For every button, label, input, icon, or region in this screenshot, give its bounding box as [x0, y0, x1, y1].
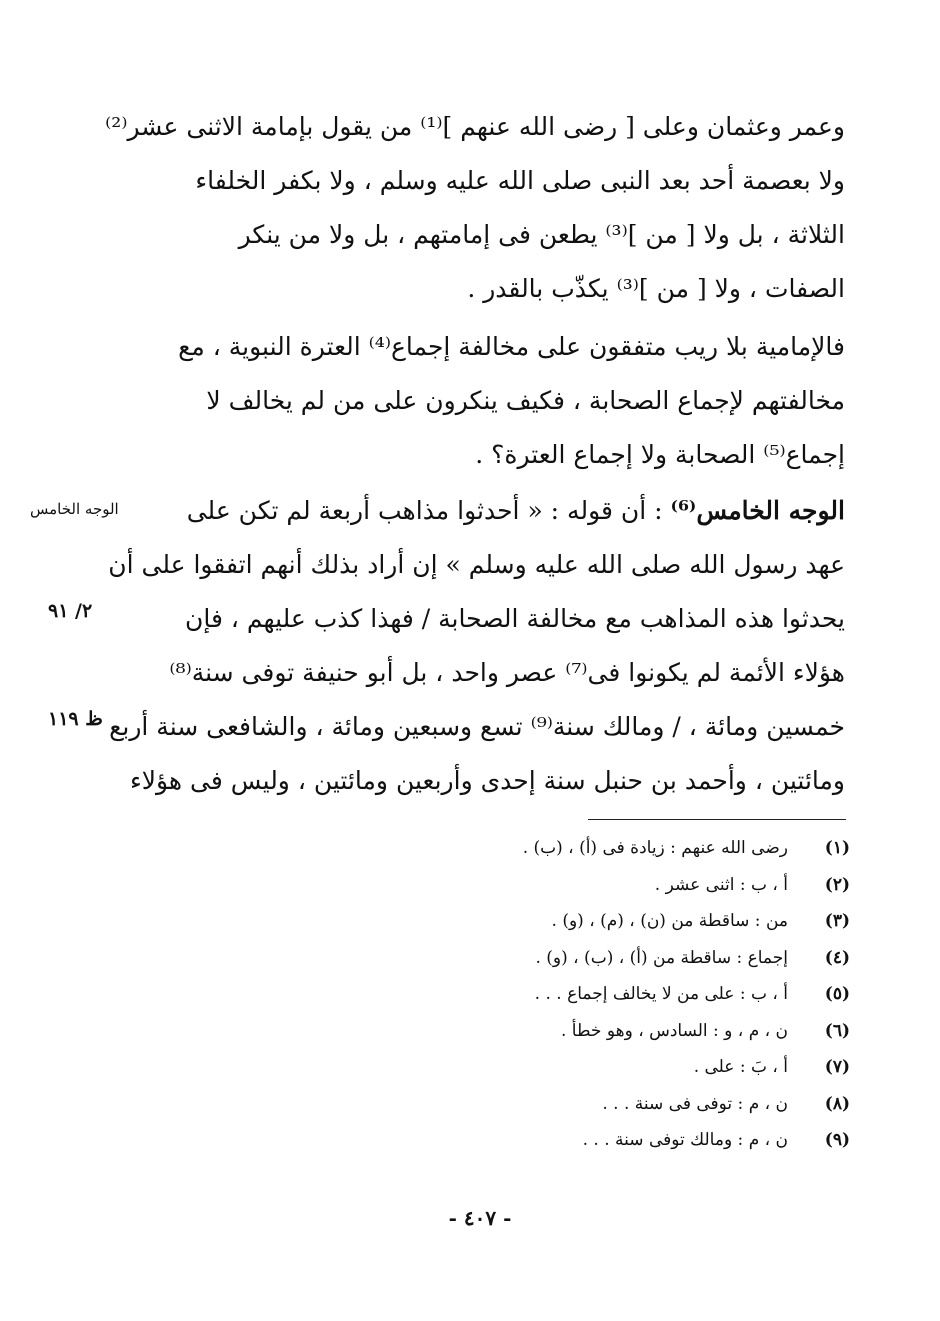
- margin-note-reference: ٢/ ٩١: [48, 600, 93, 622]
- footnote-number: (٧): [824, 1057, 850, 1078]
- text-line: يحدثوا هذه المذاهب مع مخالفة الصحابة / فهذا كذب عليهم ، فإن: [185, 604, 845, 633]
- footnotes: [380, 830, 850, 1159]
- text-line: وعمر وعثمان وعلى [ رضى الله عنهم ]⁽¹⁾ من يقول بإمامة الاثنى عشر⁽²⁾: [105, 112, 845, 141]
- footnote-text: إجماع : ساقطة من (أ) ، (ب) ، (و) .: [535, 947, 788, 968]
- footnote: [380, 1122, 850, 1159]
- footnote-number: (٢): [824, 874, 850, 895]
- footnote-text: أ ، ب : اثنى عشر .: [654, 874, 788, 895]
- footnote-number: (٣): [824, 911, 850, 932]
- text-line: الصفات ، ولا [ من ]⁽³⁾ يكذّب بالقدر .: [467, 274, 845, 303]
- text-line: مخالفتهم لإجماع الصحابة ، فكيف ينكرون على من لم يخالف لا: [206, 386, 845, 415]
- text-line: ومائتين ، وأحمد بن حنبل سنة إحدى وأربعين ومائتين ، وليس فى هؤلاء: [129, 766, 845, 795]
- section-heading: الوجه الخامس⁽⁶⁾: [670, 496, 845, 525]
- text-line: [140, 484, 845, 538]
- margin-note-reference: ظ ١١٩: [48, 708, 103, 730]
- text-line: عهد رسول الله صلى الله عليه وسلم » إن أراد بذلك أنهم اتفقوا على أن: [108, 550, 845, 579]
- text-line: هؤلاء الأئمة لم يكونوا فى⁽⁷⁾ عصر واحد ، بل أبو حنيفة توفى سنة⁽⁸⁾: [169, 658, 845, 687]
- footnote-text: ن ، م ، و : السادس ، وهو خطأ .: [560, 1020, 788, 1041]
- footnote-number: (٦): [824, 1020, 850, 1041]
- footnote-text: ن ، م : توفى فى سنة . . .: [602, 1093, 788, 1114]
- footnote: [380, 867, 850, 904]
- page-number: - ٤٠٧ -: [448, 1206, 512, 1230]
- paragraph-2: [140, 320, 845, 482]
- footnote-number: (٨): [824, 1093, 850, 1114]
- footnote-number: (٤): [824, 947, 850, 968]
- footnote: [380, 940, 850, 977]
- paragraph-3: [108, 484, 845, 808]
- footnote-separator: [588, 819, 846, 820]
- margin-note-section: الوجه الخامس: [30, 500, 119, 518]
- footnote: [380, 1049, 850, 1086]
- footnote-text: أ ، ب : على من لا يخالف إجماع . . .: [534, 984, 788, 1005]
- footnote-number: (٥): [824, 984, 850, 1005]
- text-line: ولا بعصمة أحد بعد النبى صلى الله عليه وسلم ، ولا بكفر الخلفاء: [195, 166, 845, 195]
- footnote-text: من : ساقطة من (ن) ، (م) ، (و) .: [551, 911, 788, 932]
- footnote-number: (٩): [824, 1130, 850, 1151]
- footnote-text: أ ، بَ : على .: [693, 1057, 788, 1078]
- footnote: [380, 1086, 850, 1123]
- footnote: [380, 976, 850, 1013]
- footnote-text: ن ، م : ومالك توفى سنة . . .: [582, 1130, 788, 1151]
- footnote-number: (١): [824, 838, 850, 859]
- footnote: [380, 903, 850, 940]
- footnote: [380, 1013, 850, 1050]
- text-line: خمسين ومائة ، / ومالك سنة⁽⁹⁾ تسع وسبعين ومائة ، والشافعى سنة أربع: [109, 712, 845, 741]
- text-line: إجماع⁽⁵⁾ الصحابة ولا إجماع العترة؟ .: [475, 440, 845, 469]
- footnote: [380, 830, 850, 867]
- text-line: الثلاثة ، بل ولا [ من ]⁽³⁾ يطعن فى إمامتهم ، بل ولا من ينكر: [238, 220, 845, 249]
- footnote-text: رضى الله عنهم : زيادة فى (أ) ، (ب) .: [522, 838, 788, 859]
- text-run: : أن قوله : « أحدثوا مذاهب أربعة لم تكن على: [186, 496, 671, 525]
- text-line: فالإمامية بلا ريب متفقون على مخالفة إجماع⁽⁴⁾ العترة النبوية ، مع: [178, 332, 845, 361]
- paragraph-1: [105, 100, 845, 316]
